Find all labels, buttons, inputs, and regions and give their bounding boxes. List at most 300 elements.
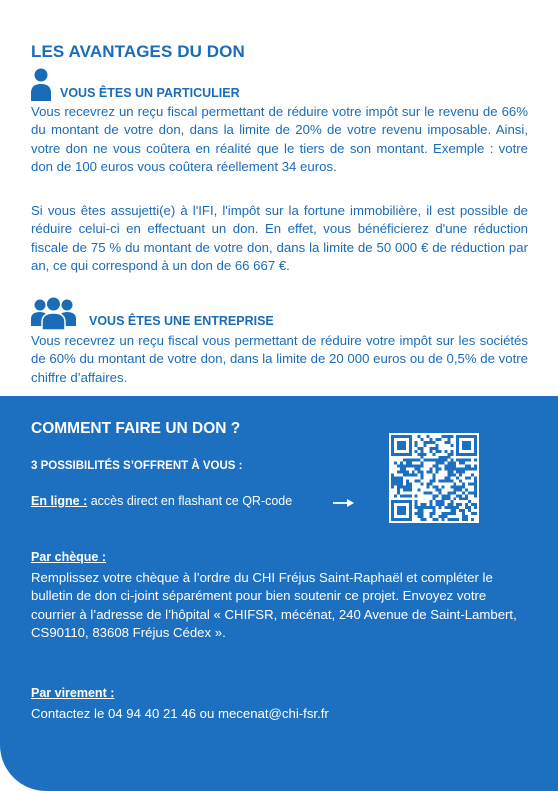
qr-module bbox=[435, 488, 438, 491]
qr-module bbox=[424, 506, 427, 509]
qr-module bbox=[444, 465, 447, 468]
qr-module bbox=[391, 438, 394, 441]
qr-module bbox=[471, 518, 474, 521]
qr-module bbox=[465, 515, 468, 518]
qr-module bbox=[465, 441, 468, 444]
qr-module bbox=[400, 477, 403, 480]
qr-module bbox=[474, 506, 477, 509]
qr-module bbox=[409, 512, 412, 515]
qr-module bbox=[438, 506, 441, 509]
qr-module bbox=[418, 479, 421, 482]
qr-module bbox=[447, 453, 450, 456]
qr-module bbox=[421, 515, 424, 518]
qr-module bbox=[459, 503, 462, 506]
qr-module bbox=[427, 491, 430, 494]
qr-module bbox=[450, 491, 453, 494]
qr-module bbox=[468, 453, 471, 456]
qr-module bbox=[465, 435, 468, 438]
qr-module bbox=[474, 438, 477, 441]
qr-module bbox=[465, 503, 468, 506]
qr-module bbox=[453, 468, 456, 471]
qr-module bbox=[400, 494, 403, 497]
qr-module bbox=[430, 482, 433, 485]
qr-module bbox=[403, 444, 406, 447]
qr-module bbox=[409, 506, 412, 509]
qr-module bbox=[471, 482, 474, 485]
qr-module bbox=[468, 509, 471, 512]
qr-module bbox=[403, 471, 406, 474]
qr-module bbox=[444, 459, 447, 462]
qr-module bbox=[447, 474, 450, 477]
qr-module bbox=[444, 456, 447, 459]
qr-module bbox=[400, 444, 403, 447]
qr-module bbox=[424, 459, 427, 462]
qr-module bbox=[430, 506, 433, 509]
qr-module bbox=[435, 503, 438, 506]
qr-module bbox=[415, 465, 418, 468]
qr-module bbox=[400, 468, 403, 471]
qr-module bbox=[474, 479, 477, 482]
qr-module bbox=[415, 468, 418, 471]
qr-module bbox=[397, 506, 400, 509]
qr-module bbox=[421, 447, 424, 450]
qr-module bbox=[430, 515, 433, 518]
qr-module bbox=[430, 512, 433, 515]
qr-module bbox=[409, 465, 412, 468]
company-paragraph: Vous recevrez un reçu fiscal vous permettant de réduire votre impôt sur les sociétés de 60% du montant de votre don, dans la limite de 20 000 euros ou de 0,5% de votre chiffre d’affaires. bbox=[31, 333, 528, 385]
qr-module bbox=[474, 453, 477, 456]
qr-module bbox=[447, 518, 450, 521]
qr-module bbox=[421, 450, 424, 453]
qr-code[interactable] bbox=[389, 433, 479, 523]
qr-module bbox=[391, 453, 394, 456]
qr-module bbox=[418, 515, 421, 518]
qr-module bbox=[450, 435, 453, 438]
qr-module bbox=[435, 485, 438, 488]
qr-module bbox=[450, 509, 453, 512]
qr-module bbox=[435, 462, 438, 465]
qr-module bbox=[456, 488, 459, 491]
qr-module bbox=[450, 459, 453, 462]
qr-module bbox=[438, 503, 441, 506]
qr-module bbox=[403, 468, 406, 471]
qr-module bbox=[447, 462, 450, 465]
qr-module bbox=[418, 435, 421, 438]
qr-module bbox=[415, 444, 418, 447]
qr-module bbox=[468, 459, 471, 462]
qr-module bbox=[450, 503, 453, 506]
qr-module bbox=[441, 503, 444, 506]
qr-module bbox=[391, 515, 394, 518]
qr-module bbox=[421, 471, 424, 474]
qr-module bbox=[471, 468, 474, 471]
qr-module bbox=[400, 482, 403, 485]
qr-module bbox=[403, 474, 406, 477]
qr-module bbox=[421, 438, 424, 441]
qr-module bbox=[456, 485, 459, 488]
company-heading: VOUS ÊTES UNE ENTREPRISE bbox=[89, 314, 274, 328]
qr-module bbox=[450, 512, 453, 515]
qr-module bbox=[474, 491, 477, 494]
qr-module bbox=[456, 438, 459, 441]
qr-module bbox=[415, 450, 418, 453]
qr-module bbox=[433, 485, 436, 488]
qr-module bbox=[468, 444, 471, 447]
qr-module bbox=[465, 488, 468, 491]
qr-module bbox=[447, 503, 450, 506]
qr-module bbox=[447, 479, 450, 482]
qr-module bbox=[391, 500, 394, 503]
qr-module bbox=[433, 479, 436, 482]
qr-module bbox=[468, 468, 471, 471]
qr-module bbox=[394, 453, 397, 456]
qr-module bbox=[424, 518, 427, 521]
qr-module bbox=[450, 506, 453, 509]
qr-module bbox=[421, 509, 424, 512]
cheque-text: Remplissez votre chèque à l’ordre du CHI Fréjus Saint-Raphaël et compléter le bulletin de don ci-joint séparément pour bien soutenir ce projet. Envoyez votre courrier à l’adresse de l’hôpital « CHIFSR, mécénat, 240 Avenue de Saint-Lambert, CS90110, 83608 Fréjus Cédex ». bbox=[31, 570, 517, 640]
qr-module bbox=[456, 435, 459, 438]
online-label: En ligne : bbox=[31, 494, 88, 508]
qr-module bbox=[418, 509, 421, 512]
qr-module bbox=[418, 512, 421, 515]
qr-module bbox=[441, 485, 444, 488]
qr-module bbox=[409, 435, 412, 438]
qr-module bbox=[450, 453, 453, 456]
qr-module bbox=[444, 515, 447, 518]
qr-module bbox=[421, 482, 424, 485]
qr-module bbox=[415, 512, 418, 515]
qr-module bbox=[438, 479, 441, 482]
qr-module bbox=[450, 479, 453, 482]
qr-module bbox=[391, 444, 394, 447]
qr-module bbox=[427, 435, 430, 438]
qr-module bbox=[456, 471, 459, 474]
qr-module bbox=[394, 479, 397, 482]
qr-module bbox=[391, 435, 394, 438]
qr-module bbox=[453, 509, 456, 512]
qr-module bbox=[444, 477, 447, 480]
qr-module bbox=[403, 500, 406, 503]
qr-module bbox=[465, 494, 468, 497]
qr-module bbox=[435, 500, 438, 503]
qr-module bbox=[433, 509, 436, 512]
qr-module bbox=[427, 485, 430, 488]
individual-paragraph-1: Vous recevrez un reçu fiscal permettant de réduire votre impôt sur le revenu de 66% du montant de votre don, dans la limite de 20% de votre revenu imposable. Ainsi, votre don ne vous coûtera en réalité que le tiers de son montant. Exemple : votre don de 100 euros vous coûtera réellement 34 euros. bbox=[31, 104, 528, 174]
qr-module bbox=[412, 471, 415, 474]
qr-module bbox=[409, 459, 412, 462]
qr-module bbox=[450, 518, 453, 521]
qr-module bbox=[447, 491, 450, 494]
qr-module bbox=[397, 444, 400, 447]
qr-module bbox=[462, 515, 465, 518]
qr-module bbox=[459, 497, 462, 500]
qr-module bbox=[456, 494, 459, 497]
qr-module bbox=[468, 477, 471, 480]
qr-module bbox=[406, 435, 409, 438]
qr-module bbox=[450, 450, 453, 453]
how-to-title: COMMENT FAIRE UN DON ? bbox=[31, 420, 241, 437]
qr-module bbox=[424, 491, 427, 494]
qr-module bbox=[471, 453, 474, 456]
qr-module bbox=[456, 450, 459, 453]
qr-module bbox=[444, 497, 447, 500]
qr-module bbox=[447, 468, 450, 471]
qr-module bbox=[397, 477, 400, 480]
qr-module bbox=[459, 453, 462, 456]
qr-module bbox=[391, 482, 394, 485]
qr-module bbox=[474, 512, 477, 515]
qr-module bbox=[444, 435, 447, 438]
qr-module bbox=[456, 453, 459, 456]
qr-module bbox=[441, 462, 444, 465]
qr-module bbox=[433, 459, 436, 462]
qr-module bbox=[406, 479, 409, 482]
qr-module bbox=[447, 497, 450, 500]
qr-module bbox=[415, 479, 418, 482]
qr-module bbox=[435, 468, 438, 471]
qr-module bbox=[406, 488, 409, 491]
qr-module bbox=[394, 435, 397, 438]
cheque-label: Par chèque : bbox=[31, 550, 107, 564]
qr-module bbox=[447, 512, 450, 515]
qr-module bbox=[444, 506, 447, 509]
qr-module bbox=[424, 503, 427, 506]
online-text: accès direct en flashant ce QR-code bbox=[87, 494, 293, 508]
qr-module bbox=[403, 459, 406, 462]
qr-module bbox=[438, 515, 441, 518]
qr-module bbox=[421, 477, 424, 480]
qr-module bbox=[435, 494, 438, 497]
qr-module bbox=[456, 441, 459, 444]
qr-module bbox=[459, 485, 462, 488]
qr-module bbox=[433, 453, 436, 456]
qr-module bbox=[409, 462, 412, 465]
qr-module bbox=[465, 459, 468, 462]
qr-module bbox=[391, 477, 394, 480]
qr-module bbox=[474, 441, 477, 444]
qr-module bbox=[462, 444, 465, 447]
qr-module bbox=[435, 444, 438, 447]
qr-module bbox=[421, 512, 424, 515]
qr-module bbox=[468, 482, 471, 485]
qr-module bbox=[459, 462, 462, 465]
qr-module bbox=[400, 518, 403, 521]
qr-module bbox=[453, 512, 456, 515]
transfer-text: Contactez le 04 94 40 21 46 ou mecenat@chi-fsr.fr bbox=[31, 706, 329, 721]
qr-module bbox=[462, 509, 465, 512]
qr-module bbox=[397, 479, 400, 482]
qr-module bbox=[409, 444, 412, 447]
qr-module bbox=[424, 441, 427, 444]
qr-module bbox=[394, 500, 397, 503]
qr-module bbox=[400, 509, 403, 512]
individual-paragraph-2: Si vous êtes assujetti(e) à l'IFI, l'impôt sur la fortune immobilière, il est possible de réduire celui-ci en effectuant un don. En effet, vous bénéficierez d'une réduction fiscale de 75 % du montant de votre don, dans la limite de 50 000 € de réduction par an, ce qui correspond à un don de 66 667 €. bbox=[31, 203, 528, 273]
qr-module bbox=[397, 441, 400, 444]
qr-module bbox=[433, 447, 436, 450]
qr-module bbox=[438, 468, 441, 471]
qr-module bbox=[409, 494, 412, 497]
qr-module bbox=[450, 474, 453, 477]
qr-module bbox=[406, 459, 409, 462]
qr-module bbox=[450, 471, 453, 474]
qr-module bbox=[462, 497, 465, 500]
qr-module bbox=[397, 512, 400, 515]
qr-module bbox=[430, 500, 433, 503]
qr-module bbox=[391, 485, 394, 488]
qr-module bbox=[456, 477, 459, 480]
qr-module bbox=[450, 468, 453, 471]
qr-module bbox=[430, 447, 433, 450]
qr-module bbox=[453, 465, 456, 468]
qr-module bbox=[471, 512, 474, 515]
qr-module bbox=[409, 500, 412, 503]
qr-module bbox=[444, 479, 447, 482]
qr-module bbox=[400, 462, 403, 465]
qr-module bbox=[474, 482, 477, 485]
qr-module bbox=[433, 494, 436, 497]
qr-module bbox=[397, 491, 400, 494]
group-icon bbox=[31, 296, 76, 330]
qr-module bbox=[444, 441, 447, 444]
qr-module bbox=[459, 509, 462, 512]
qr-module bbox=[406, 474, 409, 477]
qr-module bbox=[406, 500, 409, 503]
qr-module bbox=[427, 506, 430, 509]
qr-module bbox=[474, 477, 477, 480]
qr-module bbox=[394, 462, 397, 465]
qr-module bbox=[456, 444, 459, 447]
qr-module bbox=[406, 471, 409, 474]
qr-module bbox=[438, 450, 441, 453]
qr-module bbox=[403, 447, 406, 450]
qr-module bbox=[403, 465, 406, 468]
qr-module bbox=[465, 447, 468, 450]
qr-module bbox=[462, 485, 465, 488]
qr-module bbox=[430, 459, 433, 462]
qr-module bbox=[409, 453, 412, 456]
qr-module bbox=[391, 441, 394, 444]
qr-module bbox=[450, 465, 453, 468]
qr-module bbox=[427, 482, 430, 485]
qr-module bbox=[441, 515, 444, 518]
qr-module bbox=[397, 488, 400, 491]
qr-module bbox=[465, 468, 468, 471]
qr-module bbox=[474, 494, 477, 497]
qr-module bbox=[400, 453, 403, 456]
qr-module bbox=[409, 482, 412, 485]
qr-module bbox=[438, 456, 441, 459]
qr-module bbox=[409, 441, 412, 444]
qr-module bbox=[397, 465, 400, 468]
qr-module bbox=[415, 441, 418, 444]
qr-module bbox=[400, 479, 403, 482]
qr-module bbox=[462, 441, 465, 444]
qr-module bbox=[430, 479, 433, 482]
qr-module bbox=[474, 435, 477, 438]
qr-module bbox=[462, 491, 465, 494]
qr-module bbox=[447, 477, 450, 480]
qr-module bbox=[438, 491, 441, 494]
qr-module bbox=[406, 494, 409, 497]
qr-module bbox=[444, 450, 447, 453]
qr-module bbox=[418, 488, 421, 491]
qr-module bbox=[433, 477, 436, 480]
qr-module bbox=[433, 506, 436, 509]
qr-module bbox=[415, 474, 418, 477]
qr-module bbox=[400, 465, 403, 468]
qr-module bbox=[403, 453, 406, 456]
qr-module bbox=[415, 500, 418, 503]
qr-module bbox=[400, 506, 403, 509]
qr-module bbox=[409, 503, 412, 506]
qr-module bbox=[421, 465, 424, 468]
qr-module bbox=[400, 435, 403, 438]
qr-module bbox=[421, 506, 424, 509]
qr-module bbox=[453, 474, 456, 477]
qr-module bbox=[403, 509, 406, 512]
qr-module bbox=[406, 462, 409, 465]
qr-module bbox=[462, 453, 465, 456]
qr-module bbox=[397, 435, 400, 438]
qr-module bbox=[397, 500, 400, 503]
qr-module bbox=[427, 471, 430, 474]
qr-module bbox=[418, 471, 421, 474]
qr-module bbox=[397, 518, 400, 521]
qr-module bbox=[438, 488, 441, 491]
qr-module bbox=[450, 444, 453, 447]
qr-module bbox=[400, 485, 403, 488]
qr-module bbox=[433, 474, 436, 477]
qr-module bbox=[456, 518, 459, 521]
qr-module bbox=[409, 474, 412, 477]
qr-module bbox=[444, 468, 447, 471]
qr-module bbox=[421, 518, 424, 521]
qr-module bbox=[468, 500, 471, 503]
qr-module bbox=[394, 494, 397, 497]
qr-module bbox=[418, 506, 421, 509]
qr-module bbox=[453, 485, 456, 488]
qr-module bbox=[453, 497, 456, 500]
qr-module bbox=[471, 435, 474, 438]
qr-module bbox=[462, 468, 465, 471]
qr-module bbox=[474, 444, 477, 447]
qr-module bbox=[403, 435, 406, 438]
qr-module bbox=[438, 459, 441, 462]
qr-module bbox=[430, 441, 433, 444]
qr-module bbox=[471, 491, 474, 494]
qr-module bbox=[441, 435, 444, 438]
qr-module bbox=[447, 471, 450, 474]
qr-module bbox=[456, 503, 459, 506]
qr-module bbox=[409, 518, 412, 521]
individual-heading: VOUS ÊTES UN PARTICULIER bbox=[60, 86, 240, 100]
qr-module bbox=[430, 468, 433, 471]
qr-module bbox=[391, 450, 394, 453]
qr-module bbox=[433, 497, 436, 500]
qr-module bbox=[427, 441, 430, 444]
qr-module bbox=[433, 518, 436, 521]
qr-module bbox=[459, 494, 462, 497]
qr-module bbox=[397, 485, 400, 488]
qr-module bbox=[444, 494, 447, 497]
qr-module bbox=[421, 456, 424, 459]
qr-module bbox=[453, 462, 456, 465]
qr-module bbox=[459, 468, 462, 471]
qr-module bbox=[409, 488, 412, 491]
qr-module bbox=[474, 465, 477, 468]
qr-module bbox=[406, 485, 409, 488]
qr-module bbox=[456, 468, 459, 471]
